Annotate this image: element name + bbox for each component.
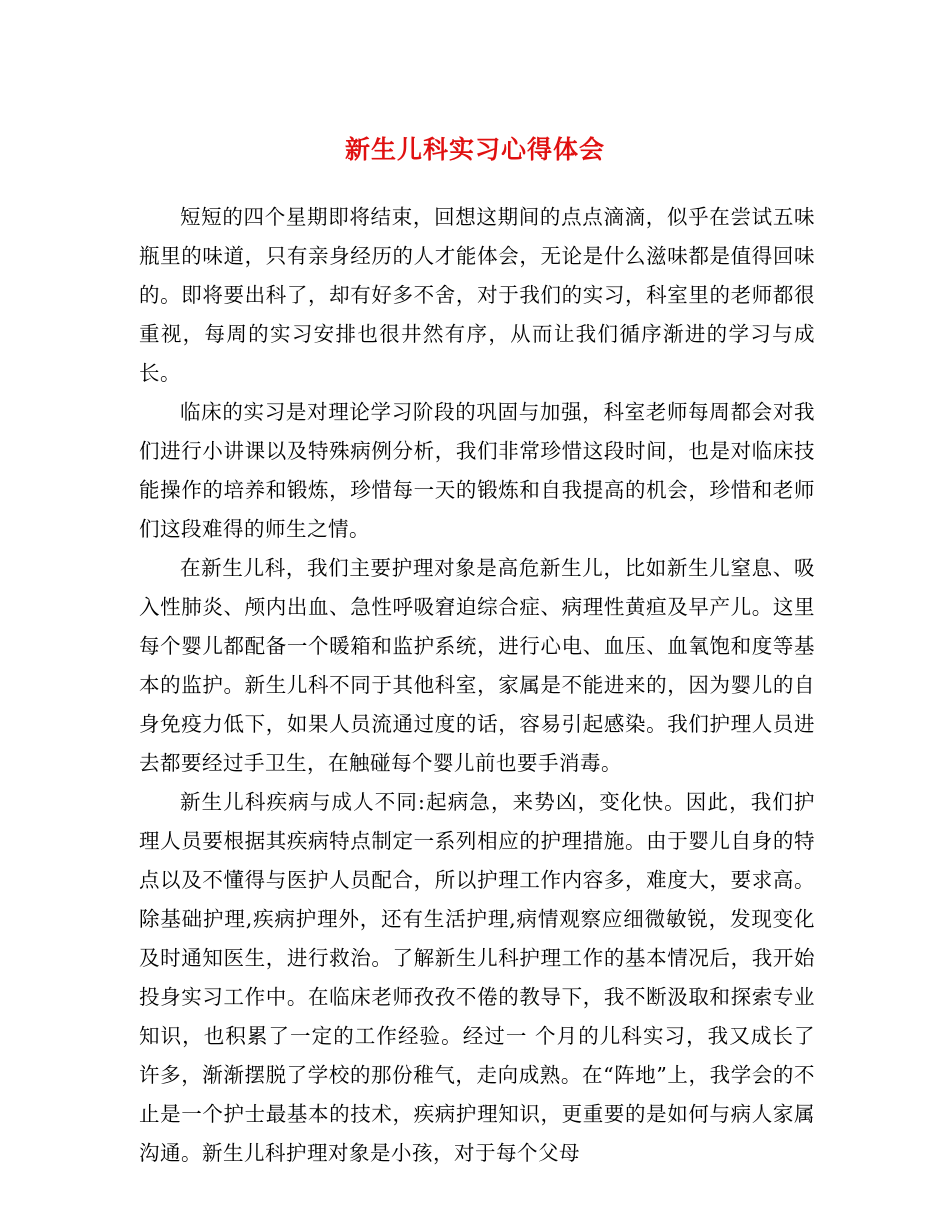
paragraph-1: 短短的四个星期即将结束，回想这期间的点点滴滴，似乎在尝试五味瓶里的味道，只有亲身经历的人才能体会，无论是什么滋味都是值得回味的。即将要出科了，却有好多不舍，对于我们的实习，科室里的老师都很重视，每周的实习安排也很井然有序，从而让我们循序渐进的学习与成长。 — [139, 205, 815, 385]
paragraph-3: 在新生儿科，我们主要护理对象是高危新生儿，比如新生儿窒息、吸入性肺炎、颅内出血、急性呼吸窘迫综合症、病理性黄疸及早产儿。这里每个婴儿都配备一个暖箱和监护系统，进行心电、血压、血氧饱和度等基本的监护。新生儿科不同于其他科室，家属是不能进来的，因为婴儿的自身免疫力低下，如果人员流通过度的话，容易引起感染。我们护理人员进去都要经过手卫生，在触碰每个婴儿前也要手消毒。 — [139, 556, 815, 775]
paragraph-4: 新生儿科疾病与成人不同:起病急，来势凶，变化快。因此，我们护理人员要根据其疾病特点制定一系列相应的护理措施。由于婴儿自身的特点以及不懂得与医护人员配合，所以护理工作内容多，难度大，要求高。除基础护理,疾病护理外，还有生活护理,病情观察应细微敏锐，发现变化及时通知医生，进行救治。了解新生儿科护理工作的基本情况后，我开始投身实习工作中。在临床老师孜孜不倦的教导下，我不断汲取和探索专业知识，也积累了一定的工作经验。经过一 个月的儿科实习，我又成长了许多，渐渐摆脱了学校的那份稚气，走向成熟。在“阵地”上，我学会的不止是一个护士最基本的技术，疾病护理知识，更重要的是如何与病人家属沟通。新生儿科护理对象是小孩，对于每个父母 — [139, 790, 815, 1165]
document-body — [139, 198, 815, 1173]
document-title: 新生儿科实习心得体会 — [344, 135, 605, 164]
paragraph-2: 临床的实习是对理论学习阶段的巩固与加强，科室老师每周都会对我们进行小讲课以及特殊病例分析，我们非常珍惜这段时间，也是对临床技能操作的培养和锻炼，珍惜每一天的锻炼和自我提高的机会，珍惜和老师们这段难得的师生之情。 — [139, 400, 815, 541]
